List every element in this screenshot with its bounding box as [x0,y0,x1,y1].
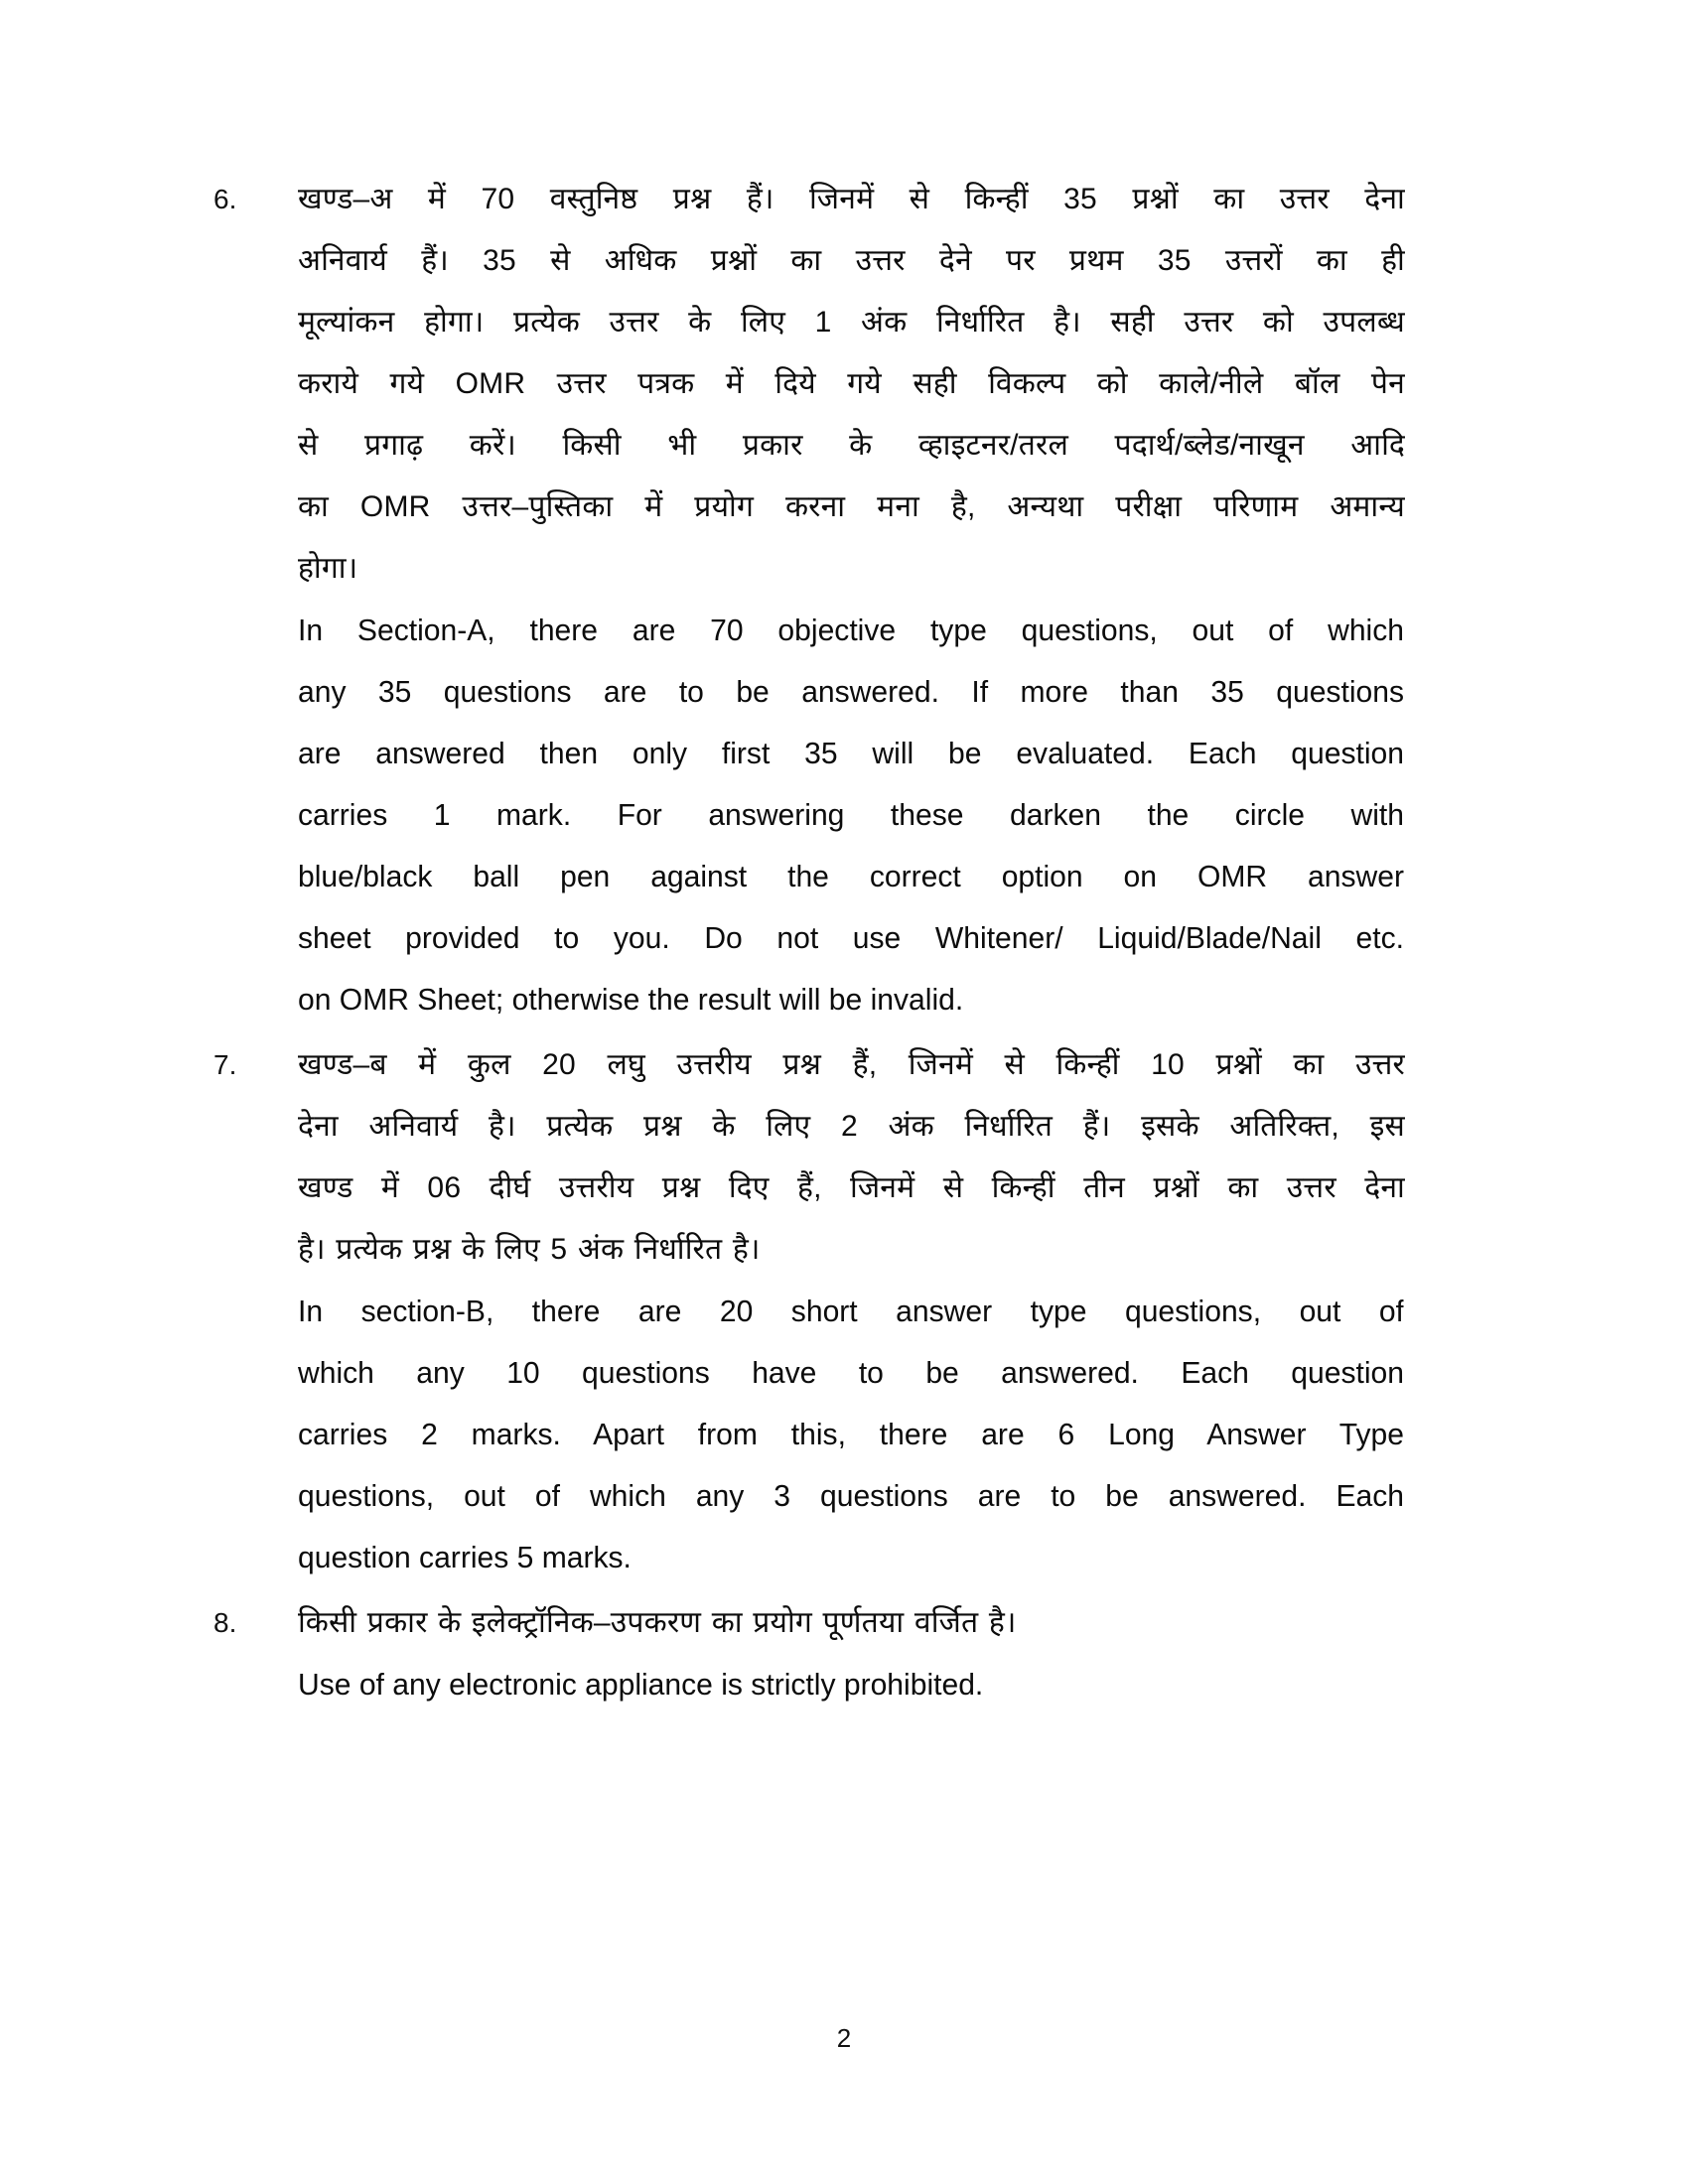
item-number-8: 8. [213,1607,237,1638]
instruction-item-7 [213,1034,1405,1588]
english-line: questions, out of which any 3 questions are to be answered. Each [298,1478,1404,1513]
english-line: Use of any electronic appliance is strictly prohibited. [298,1667,984,1702]
english-line: sheet provided to you. Do not use Whitener/ Liquid/Blade/Nail etc. [298,920,1404,955]
item-8-english-block [298,1654,1404,1715]
english-line: which any 10 questions have to be answered. Each question [298,1355,1404,1390]
hindi-line: होगा। [298,552,358,585]
hindi-line: खण्ड–अ में 70 वस्तुनिष्ठ प्रश्न हैं। जिनमें से किन्हीं 35 प्रश्नों का उत्तर देना [298,183,1405,215]
hindi-line: का OMR उत्तर–पुस्तिका में प्रयोग करना मना है, अन्यथा परीक्षा परिणाम अमान्य [298,490,1405,523]
hindi-line: देना अनिवार्य है। प्रत्येक प्रश्न के लिए 2 अंक निर्धारित हैं। इसके अतिरिक्त, इस [298,1110,1405,1143]
english-line: In Section-A, there are 70 objective type questions, out of which [298,613,1404,647]
hindi-line: अनिवार्य हैं। 35 से अधिक प्रश्नों का उत्तर देने पर प्रथम 35 उत्तरों का ही [298,244,1405,277]
item-6-english-block [298,600,1404,1030]
item-number-6: 6. [213,184,237,214]
item-7-english-block [298,1281,1404,1588]
english-line: carries 2 marks. Apart from this, there are 6 Long Answer Type [298,1417,1404,1451]
hindi-line: से प्रगाढ़ करें। किसी भी प्रकार के व्हाइटनर/तरल पदार्थ/ब्लेड/नाखून आदि [298,429,1405,462]
instruction-item-8 [213,1592,1405,1715]
hindi-line: खण्ड–ब में कुल 20 लघु उत्तरीय प्रश्न हैं, जिनमें से किन्हीं 10 प्रश्नों का उत्तर [298,1048,1405,1081]
hindi-line: किसी प्रकार के इलेक्ट्रॉनिक–उपकरण का प्रयोग पूर्णतया वर्जित है। [298,1606,1017,1639]
item-8-hindi-block [298,1592,1405,1654]
english-line: In section-B, there are 20 short answer type questions, out of [298,1294,1404,1328]
english-line: carries 1 mark. For answering these darken the circle with [298,797,1404,832]
hindi-line: है। प्रत्येक प्रश्न के लिए 5 अंक निर्धारित है। [298,1233,761,1266]
hindi-line: मूल्यांकन होगा। प्रत्येक उत्तर के लिए 1 अंक निर्धारित है। सही उत्तर को उपलब्ध [298,306,1405,339]
hindi-line: खण्ड में 06 दीर्घ उत्तरीय प्रश्न दिए हैं, जिनमें से किन्हीं तीन प्रश्नों का उत्तर देना [298,1171,1405,1204]
english-line: question carries 5 marks. [298,1540,632,1574]
hindi-line: कराये गये OMR उत्तर पत्रक में दिये गये सही विकल्प को काले/नीले बॉल पेन [298,367,1405,400]
item-6-hindi-block [298,169,1405,600]
instruction-item-6 [213,169,1405,1030]
english-line: any 35 questions are to be answered. If more than 35 questions [298,674,1404,709]
english-line: on OMR Sheet; otherwise the result will be invalid. [298,982,964,1017]
english-line: are answered then only first 35 will be evaluated. Each question [298,736,1404,770]
item-number-7: 7. [213,1049,237,1080]
english-line: blue/black ball pen against the correct option on OMR answer [298,859,1404,893]
item-7-hindi-block [298,1034,1405,1281]
page-number: 2 [836,2023,852,2053]
instructions-content [213,169,1405,1719]
